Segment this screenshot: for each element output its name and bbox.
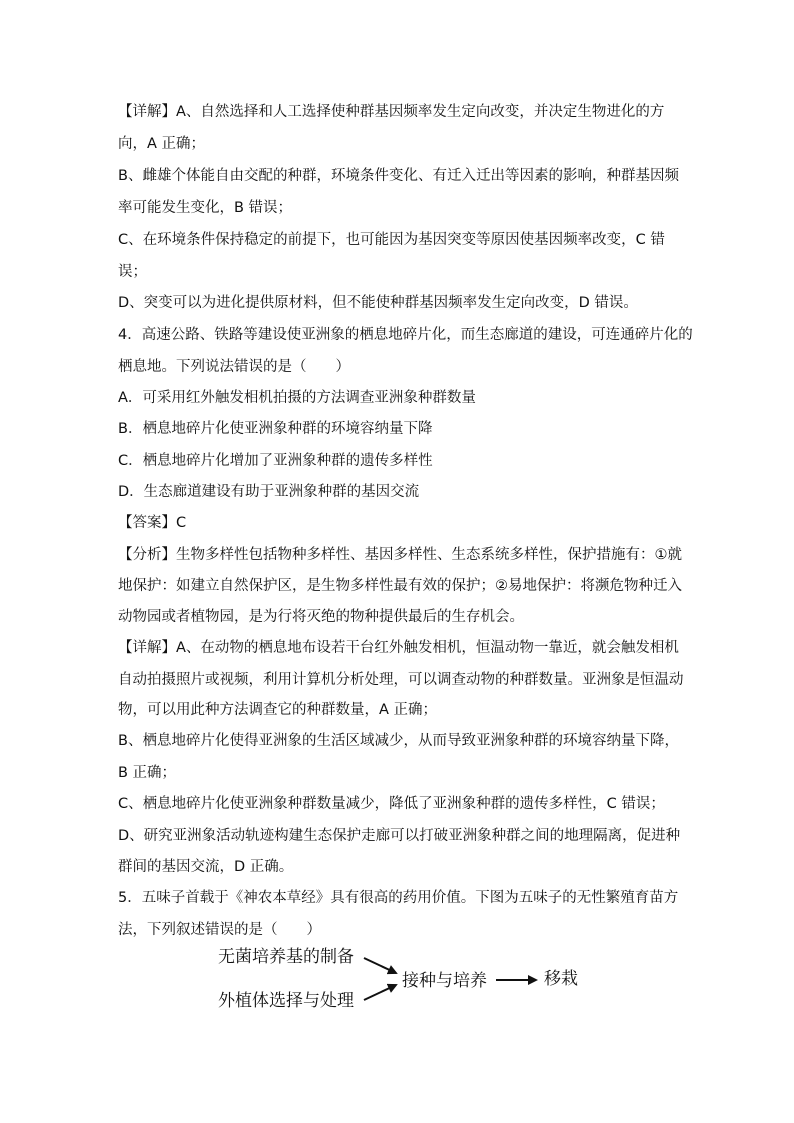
text-line: 栖息地。下列说法错误的是（ ） <box>118 359 350 375</box>
step-media-preparation: 无菌培养基的制备 <box>218 947 354 967</box>
text-line: D、研究亚洲象活动轨迹构建生态保护走廊可以打破亚洲象种群之间的地理隔离，促进种 <box>118 828 681 844</box>
step-explant-selection: 外植体选择与处理 <box>218 991 354 1011</box>
text-line: 群间的基因交流，D 正确。 <box>118 859 294 875</box>
text-line: 5．五味子首载于《神农本草经》具有很高的药用价值。下图为五味子的无性繁殖育苗方 <box>118 890 679 906</box>
text-line: C、栖息地碎片化使亚洲象种群数量减少，降低了亚洲象种群的遗传多样性，C 错误； <box>118 796 665 812</box>
text-line: 误； <box>118 264 147 280</box>
text-line: B、雌雄个体能自由交配的种群，环境条件变化、有迁入迁出等因素的影响，种群基因频 <box>118 168 679 184</box>
text-line: 4．高速公路、铁路等建设使亚洲象的栖息地碎片化，而生态廊道的建设，可连通碎片化的 <box>118 327 693 343</box>
text-line: 自动拍摄照片或视频，利用计算机分析处理，可以调查动物的种群数量。亚洲象是恒温动 <box>118 672 684 688</box>
text-line: D．生态廊道建设有助于亚洲象种群的基因交流 <box>118 484 420 500</box>
text-line: 法，下列叙述错误的是（ ） <box>118 922 321 938</box>
text-line: B、栖息地碎片化使得亚洲象的生活区域减少，从而导致亚洲象种群的环境容纳量下降， <box>118 733 679 749</box>
text-line: 【答案】C <box>118 515 187 531</box>
flow-diagram-svg <box>210 940 610 1020</box>
arrow-explant-to-inoculate <box>364 985 396 1000</box>
text-line: C、在环境条件保持稳定的前提下，也可能因为基因突变等原因使基因频率改变，C 错 <box>118 232 665 248</box>
text-line: 【分析】生物多样性包括物种多样性、基因多样性、生态系统多样性，保护措施有：①就 <box>118 547 682 563</box>
text-line: 动物园或者植物园，是为行将灭绝的物种提供最后的生存机会。 <box>118 609 524 625</box>
tissue-culture-flow-diagram <box>210 940 610 1020</box>
arrow-media-to-inoculate <box>364 958 396 973</box>
text-line: 地保护：如建立自然保护区，是生物多样性最有效的保护；②易地保护：将濒危物种迁入 <box>118 578 682 594</box>
text-line: C．栖息地碎片化增加了亚洲象种群的遗传多样性 <box>118 453 433 469</box>
text-line: 【详解】A、自然选择和人工选择使种群基因频率发生定向改变，并决定生物进化的方 <box>118 104 665 120</box>
step-transplant: 移栽 <box>544 969 578 989</box>
text-line: A．可采用红外触发相机拍摄的方法调查亚洲象种群数量 <box>118 390 476 406</box>
text-line: 【详解】A、在动物的栖息地布设若干台红外触发相机，恒温动物一靠近，就会触发相机 <box>118 640 679 656</box>
text-line: 率可能发生变化，B 错误； <box>118 200 293 216</box>
text-line: 物，可以用此种方法调查它的种群数量，A 正确； <box>118 702 438 718</box>
text-line: 向，A 正确； <box>118 136 206 152</box>
step-inoculation-culture: 接种与培养 <box>402 971 487 991</box>
text-line: B．栖息地碎片化使亚洲象种群的环境容纳量下降 <box>118 421 433 437</box>
text-line: D、突变可以为进化提供原材料，但不能使种群基因频率发生定向改变，D 错误。 <box>118 295 638 311</box>
text-line: B 正确； <box>118 765 177 781</box>
